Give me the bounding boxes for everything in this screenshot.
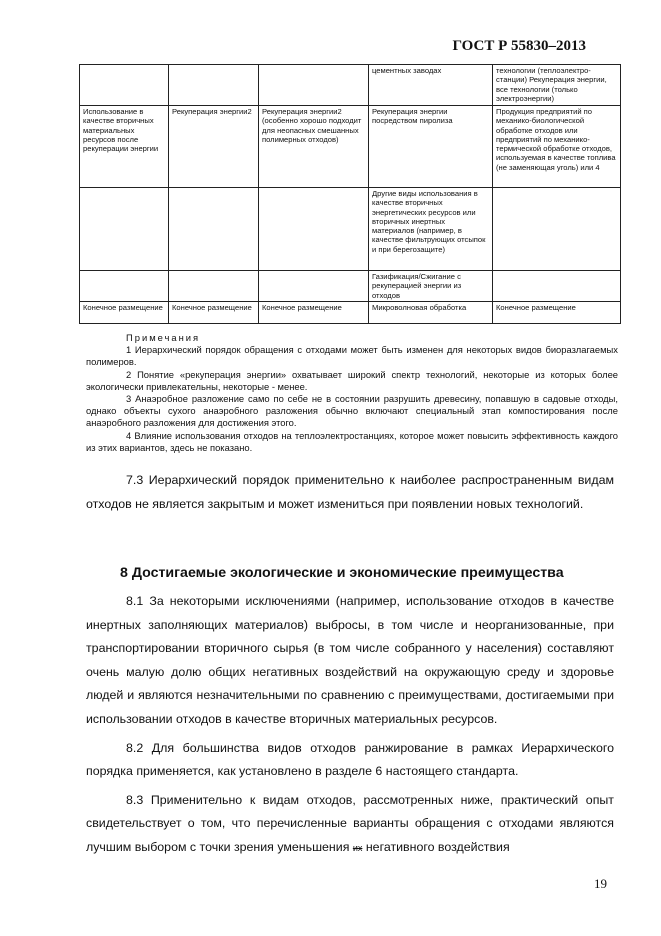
table-cell: Рекуперация энергии посредством пиролиза bbox=[369, 106, 493, 188]
page-number: 19 bbox=[594, 876, 607, 891]
paragraph-7-3-block bbox=[86, 469, 614, 516]
paragraph-8-2: 8.2 Для большинства видов отходов ранжирование в рамках Иерархического порядка применяется, как установлено в разделе 6 настоящего стандарта. bbox=[86, 740, 614, 779]
table-cell: Продукция предприятий по механико-биологической обработке отходов или предприятий по механико-термической обработке отходов, используемая в качестве топлива (не заменяющая уголь) или 4 bbox=[493, 106, 621, 188]
table-cell: технологии (теплоэлектро-станции) Рекуперация энергии, все технологии (только электроэнергии) bbox=[493, 65, 621, 106]
table-cell bbox=[259, 188, 369, 271]
table-cell bbox=[259, 65, 369, 106]
table-cell bbox=[493, 271, 621, 302]
table-cell: Использование в качестве вторичных материальных ресурсов после рекуперации энергии bbox=[80, 106, 169, 188]
table-cell bbox=[80, 188, 169, 271]
table-row bbox=[80, 302, 621, 324]
notes-title: Примечания bbox=[126, 332, 201, 343]
table-cell bbox=[169, 188, 259, 271]
document-header: ГОСТ Р 55830–2013 bbox=[452, 38, 586, 54]
paragraph-8-1: 8.1 За некоторыми исключениями (например, использование отходов в качестве инертных заполняющих материалов) выбросы, в том числе и неорганизованные, при транспортировании вторичного сырья (в том числе собранного у населения) составляют очень малую долю общих негативных воздействий на окружающую среду и здоровье людей и являются незначительными по сравнению с преимуществами, достигаемыми при использовании отходов в качестве вторичных материальных ресурсов. bbox=[86, 594, 614, 726]
note-1: 1 Иерархический порядок обращения с отходами может быть изменен для некоторых видов биоразлагаемых полимеров. bbox=[86, 344, 618, 368]
section-8-body bbox=[86, 590, 614, 861]
table-cell bbox=[493, 188, 621, 271]
table-row bbox=[80, 106, 621, 188]
table-cell: Другие виды использования в качестве вторичных энергетических ресурсов или вторичных инертных материалов (например, в качестве фильтрующих отсыпок и при берегозащите) bbox=[369, 188, 493, 271]
note-4: 4 Влияние использования отходов на теплоэлектростанциях, которое может повысить эффективность каждого из этих вариантов, здесь не показано. bbox=[86, 429, 618, 453]
paragraph-7-3: 7.3 Иерархический порядок применительно к наиболее распространенным видам отходов не является закрытым и может измениться при появлении новых технологий. bbox=[86, 473, 614, 511]
paragraph-8-3-text-a: 8.3 Применительно к видам отходов, рассмотренных ниже, практический опыт свидетельствует о том, что перечисленные варианты обращения с отходами являются лучшим выбором с точки зрения уменьшения bbox=[86, 792, 614, 854]
table-cell: цементных заводах bbox=[369, 65, 493, 106]
table-row bbox=[80, 188, 621, 271]
table-cell: Микроволновая обработка bbox=[369, 302, 493, 324]
table-cell: Конечное размещение bbox=[169, 302, 259, 324]
paragraph-8-3 bbox=[86, 789, 614, 861]
table-cell: Конечное размещение bbox=[80, 302, 169, 324]
table-cell: Конечное размещение bbox=[259, 302, 369, 324]
paragraph-8-3-text-b: негативного воздействия bbox=[365, 839, 510, 854]
table-cell bbox=[259, 271, 369, 302]
table-row bbox=[80, 271, 621, 302]
table-cell: Конечное размещение bbox=[493, 302, 621, 324]
table-cell bbox=[169, 271, 259, 302]
table-cell bbox=[169, 65, 259, 106]
table-cell: Рекуперация энергии2 bbox=[169, 106, 259, 188]
section-8-heading: 8 Достигаемые экологические и экономические преимущества bbox=[120, 565, 564, 581]
table-row bbox=[80, 65, 621, 106]
note-3: 3 Анаэробное разложение само по себе не в состоянии разрушить древесину, попавшую в садовые отходы, однако объекты сухого анаэробного разложения обычно включают специальный этап компостирования после анаэробного разложения для достижения этого. bbox=[86, 393, 618, 429]
table-cell bbox=[80, 65, 169, 106]
waste-hierarchy-table bbox=[79, 64, 621, 324]
table-cell: Газификация/Сжигание с рекуперацией энергии из отходов bbox=[369, 271, 493, 302]
table-notes bbox=[86, 332, 618, 454]
note-2: 2 Понятие «рекуперация энергии» охватывает широкий спектр технологий, некоторые из которых более экологически привлекательны, некоторые - менее. bbox=[86, 368, 618, 392]
table-cell: Рекуперация энергии2 (особенно хорошо подходит для неопасных смешанных полимерных отходов) bbox=[259, 106, 369, 188]
table-cell bbox=[80, 271, 169, 302]
struck-word: их bbox=[352, 842, 363, 853]
